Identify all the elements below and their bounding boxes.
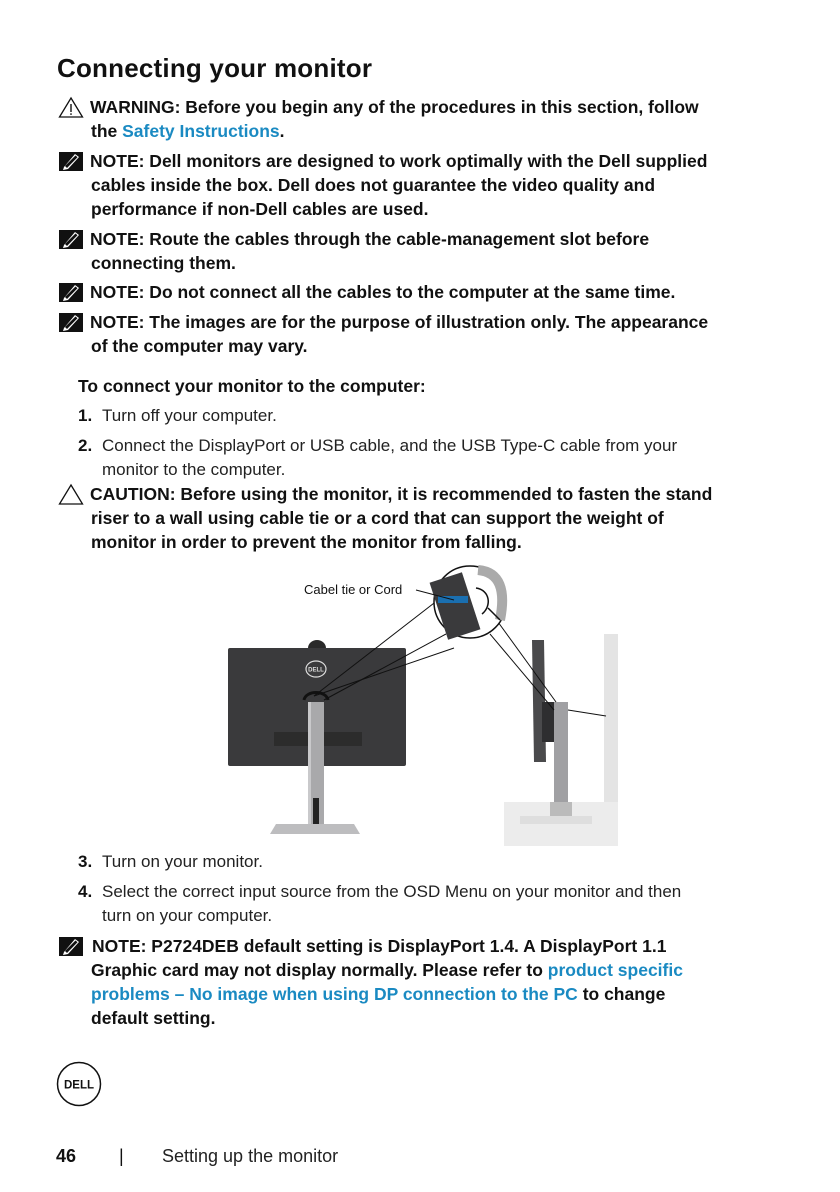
footer-logo-text: DELL (63, 1079, 95, 1092)
note-line: NOTE: Do not connect all the cables to the computer at the same time. (90, 282, 676, 302)
stand-base (270, 824, 360, 834)
note-pencil-icon (58, 228, 84, 250)
step-item: 1. Turn off your computer. (78, 406, 277, 425)
note-line: NOTE: The images are for the purpose of illustration only. The appearance (90, 312, 709, 332)
step-item: 4. Select the correct input source from the OSD Menu on your monitor and then turn on your computer. (78, 882, 682, 925)
note-line: performance if non-Dell cables are used. (91, 199, 429, 219)
caution-line: monitor in order to prevent the monitor from falling. (91, 532, 522, 552)
note-line: NOTE: Route the cables through the cable-management slot before (90, 229, 650, 249)
caution-triangle-icon (58, 483, 84, 505)
page-number: 46 (56, 1146, 77, 1166)
note-pencil-icon (58, 150, 84, 172)
dell-logo-icon (56, 1061, 102, 1107)
callout-label: Cabel tie or Cord (304, 582, 403, 597)
note-line: connecting them. (91, 253, 236, 273)
warning-line-2: the Safety Instructions. (91, 121, 285, 141)
monitor-cable-tie-illustration (220, 562, 630, 848)
note-line: problems – No image when using DP connection to the PC to change (91, 984, 666, 1004)
side-monitor (532, 640, 546, 762)
procedure-heading: To connect your monitor to the computer: (78, 376, 426, 396)
caution-line: riser to a wall using cable tie or a cord that can support the weight of (91, 508, 664, 528)
step-item: 2. Connect the DisplayPort or USB cable, and the USB Type-C cable from your monitor to the computer. (78, 436, 678, 479)
footer-separator: | (119, 1146, 124, 1166)
warning-triangle-icon (58, 96, 84, 118)
note-line: of the computer may vary. (91, 336, 308, 356)
product-specific-problems-link[interactable]: product specific (547, 960, 683, 980)
warning-line-1: WARNING: Before you begin any of the procedures in this section, follow (90, 97, 699, 117)
safety-instructions-link[interactable]: Safety Instructions (122, 121, 280, 141)
footer-section-title: Setting up the monitor (162, 1146, 339, 1166)
webcam (308, 640, 326, 648)
note-line: NOTE: P2724DEB default setting is DisplayPort 1.4. A DisplayPort 1.1 (92, 936, 667, 956)
caution-line: CAUTION: Before using the monitor, it is recommended to fasten the stand (90, 484, 713, 504)
page-title: Connecting your monitor (57, 53, 373, 83)
note-line: default setting. (91, 1008, 216, 1028)
monitor-logo-text: DELL (308, 667, 324, 674)
note-line: Graphic card may not display normally. Please refer to product specific (91, 960, 683, 980)
step-item: 3. Turn on your monitor. (78, 852, 263, 871)
note-pencil-icon (58, 935, 84, 957)
note-line: cables inside the box. Dell does not guarantee the video quality and (91, 175, 656, 195)
note-pencil-icon (58, 281, 84, 303)
product-specific-problems-link[interactable]: problems – No image when using DP connection to the PC (91, 984, 578, 1004)
note-pencil-icon (58, 311, 84, 333)
note-line: NOTE: Dell monitors are designed to work optimally with the Dell supplied (90, 151, 708, 171)
